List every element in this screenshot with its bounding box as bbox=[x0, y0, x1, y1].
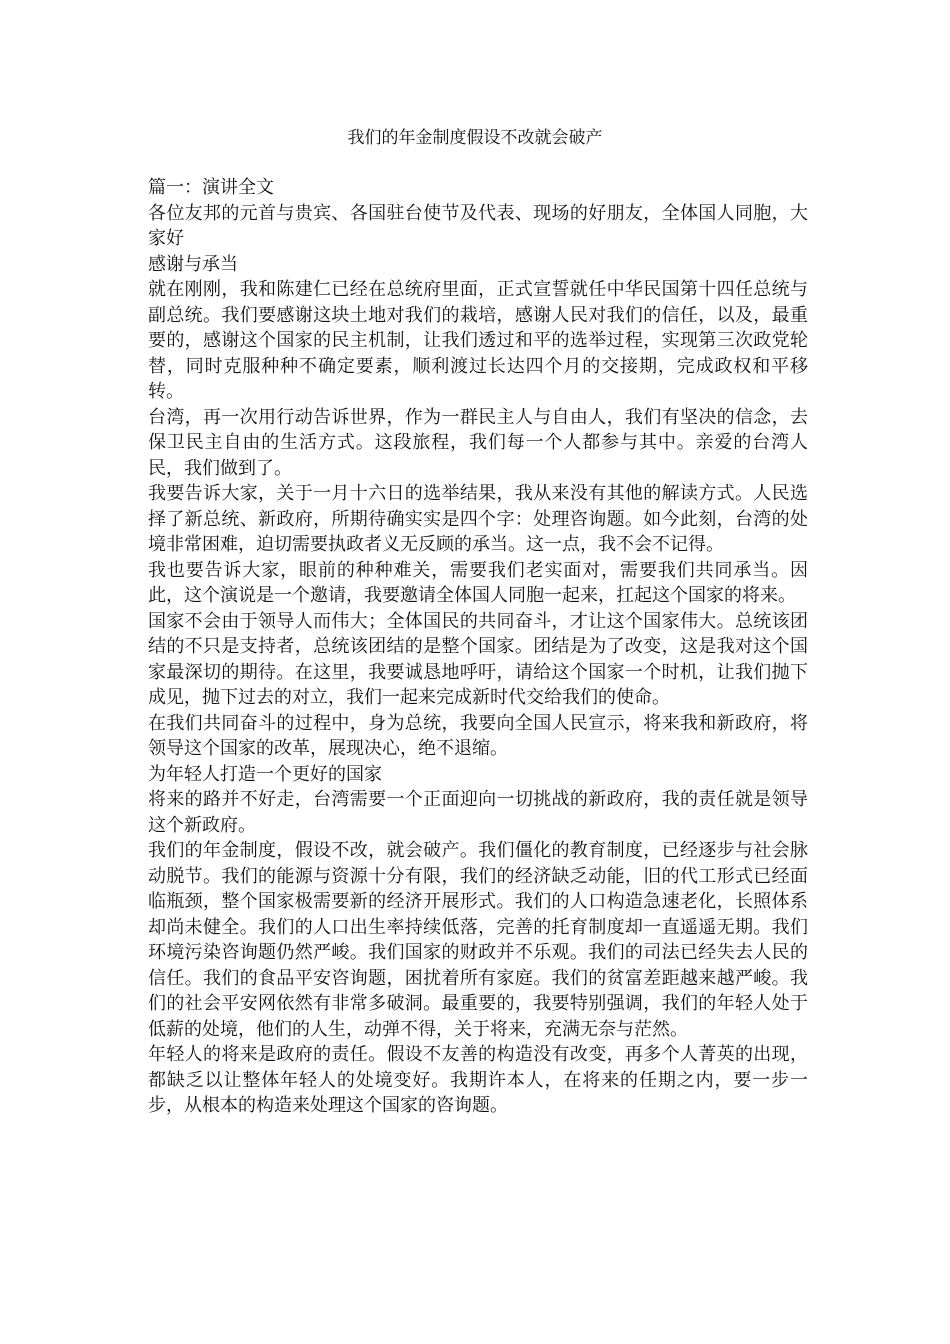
document-title: 我们的年金制度假设不改就会破产 bbox=[347, 128, 603, 148]
paragraph: 年轻人的将来是政府的责任。假设不友善的构造没有改变，再多个人菁英的出现，都缺乏以让整体年轻人的处境变好。我期许本人，在将来的任期之内，要一步一步，从根本的构造来处理这个国家的咨询题。 bbox=[148, 1044, 808, 1116]
paragraph: 各位友邦的元首与贵宾、各国驻台使节及代表、现场的好朋友，全体国人同胞，大家好 bbox=[148, 202, 808, 249]
paragraph: 我们的年金制度，假设不改，就会破产。我们僵化的教育制度，已经逐步与社会脉动脱节。我们的能源与资源十分有限，我们的经济缺乏动能，旧的代工形式已经面临瓶颈，整个国家极需要新的经济开展形式。我们的人口构造急速老化，长照体系却尚未健全。我们的人口出生率持续低落，完善的托育制度却一直遥遥无期。我们环境污染咨询题仍然严峻。我们国家的财政并不乐观。我们的司法已经失去人民的信任。我们的食品平安咨询题，困扰着所有家庭。我们的贫富差距越来越严峻。我们的社会平安网依然有非常多破洞。最重要的，我要特别强调，我们的年轻人处于低薪的处境，他们的人生，动弹不得，关于将来，充满无奈与茫然。 bbox=[148, 840, 808, 1040]
paragraph: 国家不会由于领导人而伟大；全体国民的共同奋斗，才让这个国家伟大。总统该团结的不只是支持者，总统该团结的是整个国家。团结是为了改变，这是我对这个国家最深切的期待。在这里，我要诚恳地呼吁，请给这个国家一个时机，让我们抛下成见，抛下过去的对立，我们一起来完成新时代交给我们的使命。 bbox=[148, 610, 808, 708]
section-heading: 感谢与承当 bbox=[148, 253, 238, 275]
paragraph: 在我们共同奋斗的过程中，身为总统，我要向全国人民宣示，将来我和新政府，将领导这个国家的改革，展现决心，绝不退缩。 bbox=[148, 712, 808, 759]
paragraph: 我也要告诉大家，眼前的种种难关，需要我们老实面对，需要我们共同承当。因此，这个演说是一个邀请，我要邀请全体国人同胞一起来，扛起这个国家的将来。 bbox=[148, 559, 808, 606]
section-heading: 为年轻人打造一个更好的国家 bbox=[148, 763, 382, 785]
paragraph: 我要告诉大家，关于一月十六日的选举结果，我从来没有其他的解读方式。人民选择了新总统、新政府，所期待确实实是四个字：处理咨询题。如今此刻，台湾的处境非常困难，迫切需要执政者义无反顾的承当。这一点，我不会不记得。 bbox=[148, 483, 808, 555]
section-heading: 篇一：演讲全文 bbox=[148, 177, 274, 198]
paragraph: 台湾，再一次用行动告诉世界，作为一群民主人与自由人，我们有坚决的信念，去保卫民主自由的生活方式。这段旅程，我们每一个人都参与其中。亲爱的台湾人民，我们做到了。 bbox=[148, 406, 808, 479]
document-body bbox=[148, 175, 808, 1119]
paragraph: 将来的路并不好走，台湾需要一个正面迎向一切挑战的新政府，我的责任就是领导这个新政府。 bbox=[148, 789, 808, 836]
paragraph: 就在刚刚，我和陈建仁已经在总统府里面，正式宣誓就任中华民国第十四任总统与副总统。我们要感谢这块土地对我们的栽培，感谢人民对我们的信任，以及，最重要的，感谢这个国家的民主机制，让我们透过和平的选举过程，实现第三次政党轮替，同时克服种种不确定要素，顺利渡过长达四个月的交接期，完成政权和平移转。 bbox=[148, 279, 808, 402]
